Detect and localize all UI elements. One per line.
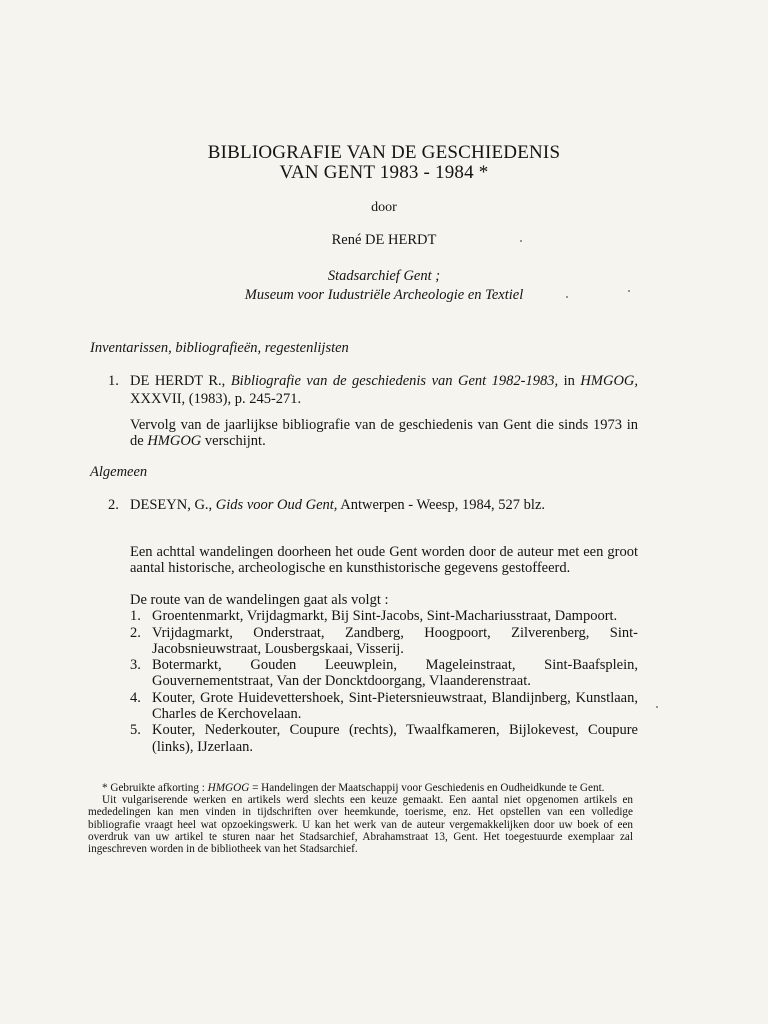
route-text: Groentenmarkt, Vrijdagmarkt, Bij Sint-Jacobs, Sint-Machariusstraat, Dampoort.: [152, 608, 618, 625]
bibliography-entry-2: [108, 496, 638, 514]
scan-speck: [566, 296, 568, 298]
footnote-abbr-label: * Gebruikte afkorting :: [102, 782, 205, 794]
route-item: [130, 608, 638, 624]
entry-rest: XXXVII, (1983), p. 245-271.: [130, 391, 302, 407]
route-number: 3.: [130, 657, 141, 674]
byline-affiliation-2: Museum voor Iudustriële Archeologie en Textiel: [244, 287, 524, 303]
title-line-1: BIBLIOGRAFIE VAN DE GESCHIEDENIS: [207, 142, 561, 163]
entry-number: 1.: [108, 373, 119, 389]
scan-speck: [520, 240, 522, 242]
entry-1-desc-text: Vervolg van de jaarlijkse bibliografie van de geschiedenis van Gent die sinds 1973 in de: [130, 417, 638, 449]
route-text: Kouter, Nederkouter, Coupure (rechts), Twaalfkameren, Bijlokevest, Coupure (links), IJzerlaan.: [152, 722, 638, 755]
scan-speck: [628, 290, 630, 292]
entry-2-description: Een achttal wandelingen doorheen het oude Gent worden door de auteur met een groot aantal historische, archeologische en kunsthistorische gegevens gestoffeerd.: [130, 544, 638, 576]
entry-1-desc-journal: HMGOG: [147, 433, 202, 449]
route-text: Botermarkt, Gouden Leeuwplein, Mageleinstraat, Sint-Baafsplein, Gouvernementstraat, Van der Doncktdoorgang, Vlaanderenstraat.: [152, 657, 638, 690]
entry-number: 2.: [108, 497, 119, 513]
route-item: [130, 625, 638, 658]
footnote-abbreviation: [88, 782, 633, 794]
title-line-2: VAN GENT 1983 - 1984 *: [279, 162, 489, 183]
entry-in: in: [563, 373, 575, 389]
entry-title: Gids voor Oud Gent,: [215, 497, 338, 513]
route-item: [130, 690, 638, 723]
route-text: Kouter, Grote Huidevettershoek, Sint-Pietersnieuwstraat, Blandijnberg, Kunstlaan, Charles de Kerchovelaan.: [152, 689, 638, 723]
entry-1-description: [130, 417, 638, 449]
route-number: 5.: [130, 722, 141, 739]
route-number: 1.: [130, 608, 141, 625]
route-number: 4.: [130, 689, 141, 706]
byline-door: door: [371, 200, 397, 215]
route-item: [130, 722, 638, 755]
footnote: [88, 782, 633, 855]
footnote-abbr-meaning: = Handelingen der Maatschappij voor Geschiedenis en Oudheidkunde te Gent.: [252, 782, 605, 794]
route-item: [130, 657, 638, 690]
entry-rest: Antwerpen - Weesp, 1984, 527 blz.: [340, 497, 546, 513]
entry-author: DE HERDT R.,: [130, 373, 226, 389]
entry-1-desc-text-end: verschijnt.: [204, 433, 266, 449]
entry-author: DESEYN, G.,: [130, 497, 213, 513]
footnote-note: Uit vulgariserende werken en artikels werd slechts een keuze gemaakt. Een aantal niet opgenomen artikels en mededelingen kan men vinden in tijdschriften over heemkunde, toerisme, enz. Het opstellen van een volledige bibliografie vraagt heel wat opzoekingswerk. U kan het werk van de auteur vergemakkelijken door uw boek of een overdruk van uw artikel te sturen naar het Stadsarchief, Abrahamstraat 13, Gent. Het toegestuurde exemplaar zal ingeschreven worden in de bibliotheek van het Stadsarchief.: [88, 794, 633, 856]
route-text: Vrijdagmarkt, Onderstraat, Zandberg, Hoogpoort, Zilverenberg, Sint-Jacobsnieuwstraat, Lousbergskaai, Visserij.: [152, 624, 638, 657]
section-heading-inventarissen: Inventarissen, bibliografieën, regestenlijsten: [90, 340, 349, 356]
route-intro: De route van de wandelingen gaat als volgt :: [130, 592, 389, 608]
scan-speck: [656, 706, 658, 708]
bibliography-entry-1: [108, 372, 638, 408]
route-number: 2.: [130, 624, 141, 641]
route-list: [130, 592, 638, 755]
entry-title: Bibliografie van de geschiedenis van Gent 1982-1983,: [230, 373, 559, 389]
section-heading-algemeen: Algemeen: [90, 464, 148, 480]
byline-affiliation-1: Stadsarchief Gent ;: [327, 268, 441, 284]
byline-author: René DE HERDT: [331, 232, 437, 248]
entry-journal: HMGOG,: [580, 373, 639, 389]
footnote-abbr: HMGOG: [207, 782, 250, 794]
